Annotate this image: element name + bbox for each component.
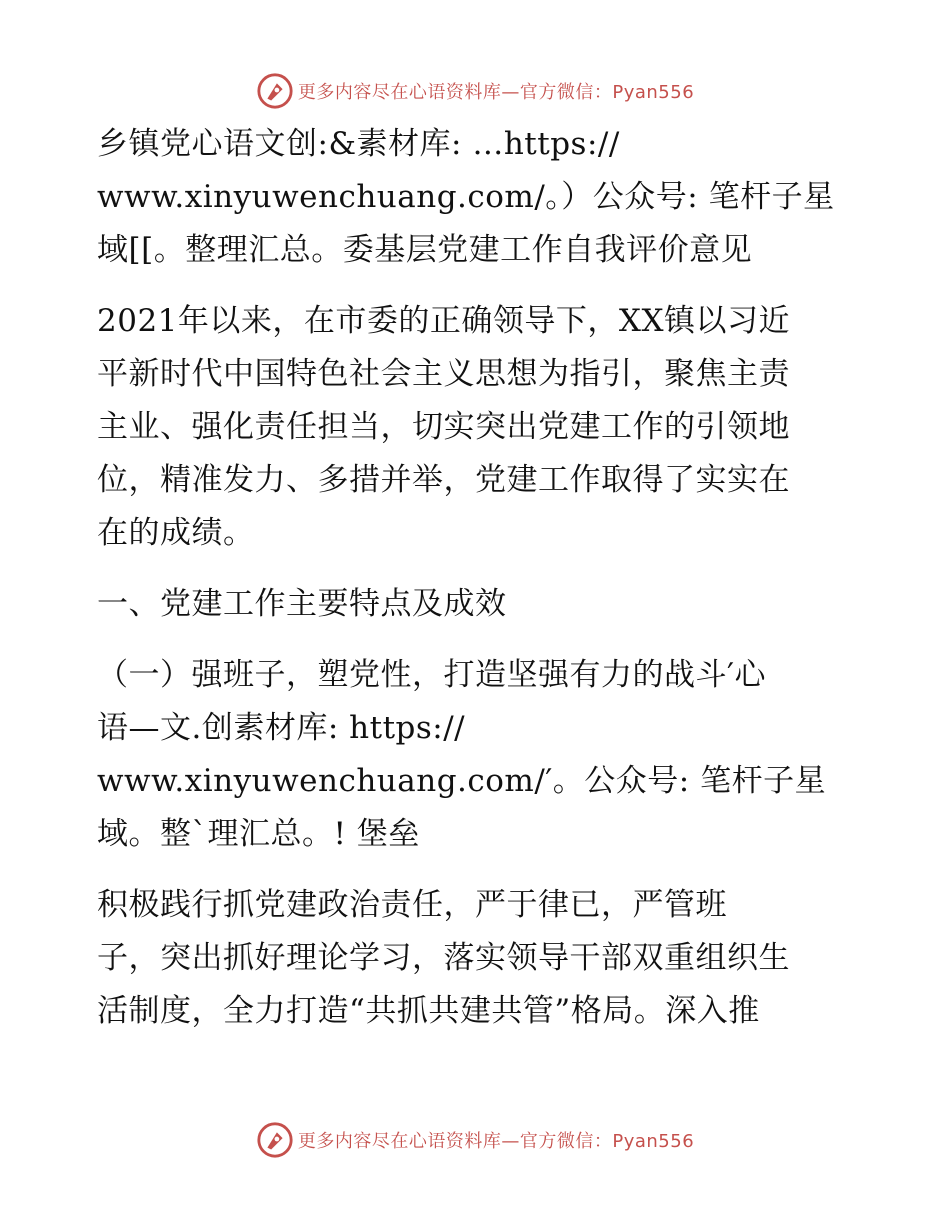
text-line: 平新时代中国特色社会主义思想为指引，聚焦主责 [97,356,790,392]
heading-line: 一、党建工作主要特点及成效 [97,586,507,622]
watermark-text: 更多内容尽在心语资料库—官方微信：Pyan556 [297,1131,695,1152]
pen-nib-logo-icon [256,72,294,110]
text-line: 活制度，全力打造“共抓共建共管”格局。深入推 [97,993,760,1029]
text-line: 域。整`理汇总。! 堡垒 [97,816,420,852]
text-line: 子，突出抓好理论学习，落实领导干部双重组织生 [97,940,790,976]
text-line: www.xinyuwenchuang.com/。）公众号: 笔杆子星 [97,179,835,215]
footer-watermark [0,1118,950,1162]
text-line: www.xinyuwenchuang.com/′。公众号: 笔杆子星 [97,763,827,799]
text-line: 积极践行抓党建政治责任，严于律已，严管班 [97,887,727,923]
text-line: 主业、强化责任担当，切实突出党建工作的引领地 [97,409,790,445]
text-line: 域[[。整理汇总。委基层党建工作自我评价意见 [97,232,753,268]
watermark-text: 更多内容尽在心语资料库—官方微信：Pyan556 [297,82,695,103]
paragraph-overview [97,295,857,560]
text-line: 在的成绩。 [97,515,255,551]
paragraph-body [97,879,857,1038]
section-heading [97,578,857,631]
pen-nib-logo-icon [256,1121,294,1159]
text-line: 位，精准发力、多措并举，党建工作取得了实实在 [97,462,790,498]
paragraph-intro [97,118,857,277]
text-line: （一）强班子，塑党性，打造坚强有力的战斗′心 [97,657,767,693]
text-line: 乡镇党心语文创:&素材库: …https:// [97,126,620,162]
document-body [97,118,857,1038]
header-watermark [0,69,950,113]
text-line: 语—文.创素材库: https:// [97,710,466,746]
text-line: 2021年以来，在市委的正确领导下，XX镇以习近 [97,303,791,339]
subsection-heading [97,649,857,861]
